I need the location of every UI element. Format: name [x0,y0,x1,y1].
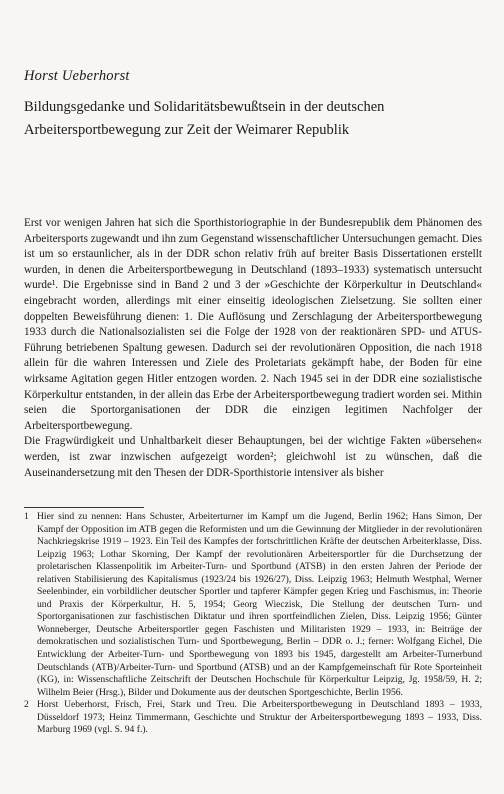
body-text [24,216,482,481]
footnote-number: 2 [24,699,29,711]
title-line-1: Bildungsgedanke und Solidaritätsbewußtsein in der deutschen [24,99,385,115]
footnote-2 [24,699,482,737]
footnote-1 [24,511,482,699]
paragraph-1: Erst vor wenigen Jahren hat sich die Sporthistoriographie in der Bundesrepublik dem Phänomen des Arbeitersports zugewandt und ihn zum Gegenstand wissenschaftlicher Untersuchungen gemacht. Dies ist um so erstaunlicher, als in der DDR schon relativ früh auf breiter Basis Dissertationen erstellt wurden, in denen die Arbeitersportbewegung in Deutschland (1893–1933) systematisch untersucht wurde¹. Die Ergebnisse sind in Band 2 und 3 der »Geschichte der Körperkultur in Deutschland« eingebracht worden, allerdings mit einer einseitig ideologischen Zielsetzung. Sie sollten einer doppelten Beweisführung dienen: 1. Die Auflösung und Zerschlagung der Arbeitersportbewegung 1933 durch die Nationalsozialisten sei die Folge der 1928 von der reaktionären SPD- und ATUS-Führung betriebenen Spaltung gewesen. Dadurch sei der revolutionären Opposition, die nach 1918 allein für die wahren Interessen und Ziele des Proletariats gekämpft habe, der Boden für eine wirksame Agitation gegen Hitler entzogen worden. 2. Nach 1945 sei in der DDR eine sozialistische Körperkultur entstanden, in der allein das Erbe der Arbeitersportbewegung tradiert worden sei. Mithin seien die Sportorganisationen der DDR die einzigen legitimen Nachfolger der Arbeitersportbewegung. [24,217,482,432]
title-line-2: Arbeitersportbewegung zur Zeit der Weimarer Republik [24,122,350,138]
author-name: Horst Ueberhorst [24,68,130,84]
article-title [24,96,484,142]
footnote-text: Horst Ueberhorst, Frisch, Frei, Stark und Treu. Die Arbeitersportbewegung in Deutschland 1893 – 1933, Düsseldorf 1973; Heinz Timmermann, Geschichte und Struktur der Arbeitersportbewegung 1893 – 1933, Diss. Marburg 1969 (vgl. S. 94 f.). [37,699,482,736]
footnote-number: 1 [24,511,29,522]
paragraph-2: Die Fragwürdigkeit und Unhaltbarkeit dieser Behauptungen, bei der wichtige Fakten »übersehen« werden, ist zwar inzwischen aufgezeigt worden²; gleichwohl ist zu wünschen, daß die Auseinandersetzung mit den Thesen der DDR-Sporthistorie intensiver als bisher [24,435,482,479]
footnotes [24,511,482,737]
footnote-divider [24,507,144,508]
footnote-text: Hier sind zu nennen: Hans Schuster, Arbeiterturner im Kampf um die Jugend, Berlin 1962; Hans Simon, Der Kampf der Opposition im ATB gegen die Reformisten und um die Gewinnung der Mitglieder in der revolutionären Nachkriegskrise 1919 – 1923. Ein Teil des Kampfes der fortschrittlichen Kräfte der deutschen Arbeiterklasse, Diss. Leipzig 1963; Lothar Skorning, Der Kampf der revolutionären Arbeitersportler für die Durchsetzung der proletarischen Klassenpolitik im Arbeiter-Turn- und Sportbund (ATSB) in den ersten Jahren der Periode der relativen Stabilisierung des Kapitalismus (1923/24 bis 1926/27), Diss. Leipzig 1963; Helmuth Westphal, Werner Seelenbinder, ein vorbildlicher deutscher Sportler und tapferer Kämpfer gegen Krieg und Faschismus, in: Theorie und Praxis der Körperkultur, H. 5, 1954; Georg Wieczisk, Die Stellung der deutschen Turn- und Sportorganisationen zur faschistischen Diktatur und ihren sportfeindlichen Zielen, Diss. Leipzig 1956; Günter Wonneberger, Deutsche Arbeitersportler gegen Faschisten und Militaristen 1929 – 1933, in: Beiträge der demokratischen und sozialistischen Turn- und Sportbewegung, Berlin – DDR o. J.; ferner: Wolfgang Eichel, Die Entwicklung der Arbeiter-Turn- und Sportbewegung von 1893 bis 1945, dargestellt am Arbeiter-Turnerbund Deutschlands (ATB)/Arbeiter-Turn- und Sportbund (ATSB) und an der Kampfgemeinschaft für Rote Sporteinheit (KG), in: Wissenschaftliche Zeitschrift der Deutschen Hochschule für Körperkultur Leipzig, Jg. 1958/59, H. 2; Wilhelm Beier (Hrsg.), Bilder und Dokumente aus der deutschen Sportgeschichte, Berlin 1956. [37,511,482,698]
